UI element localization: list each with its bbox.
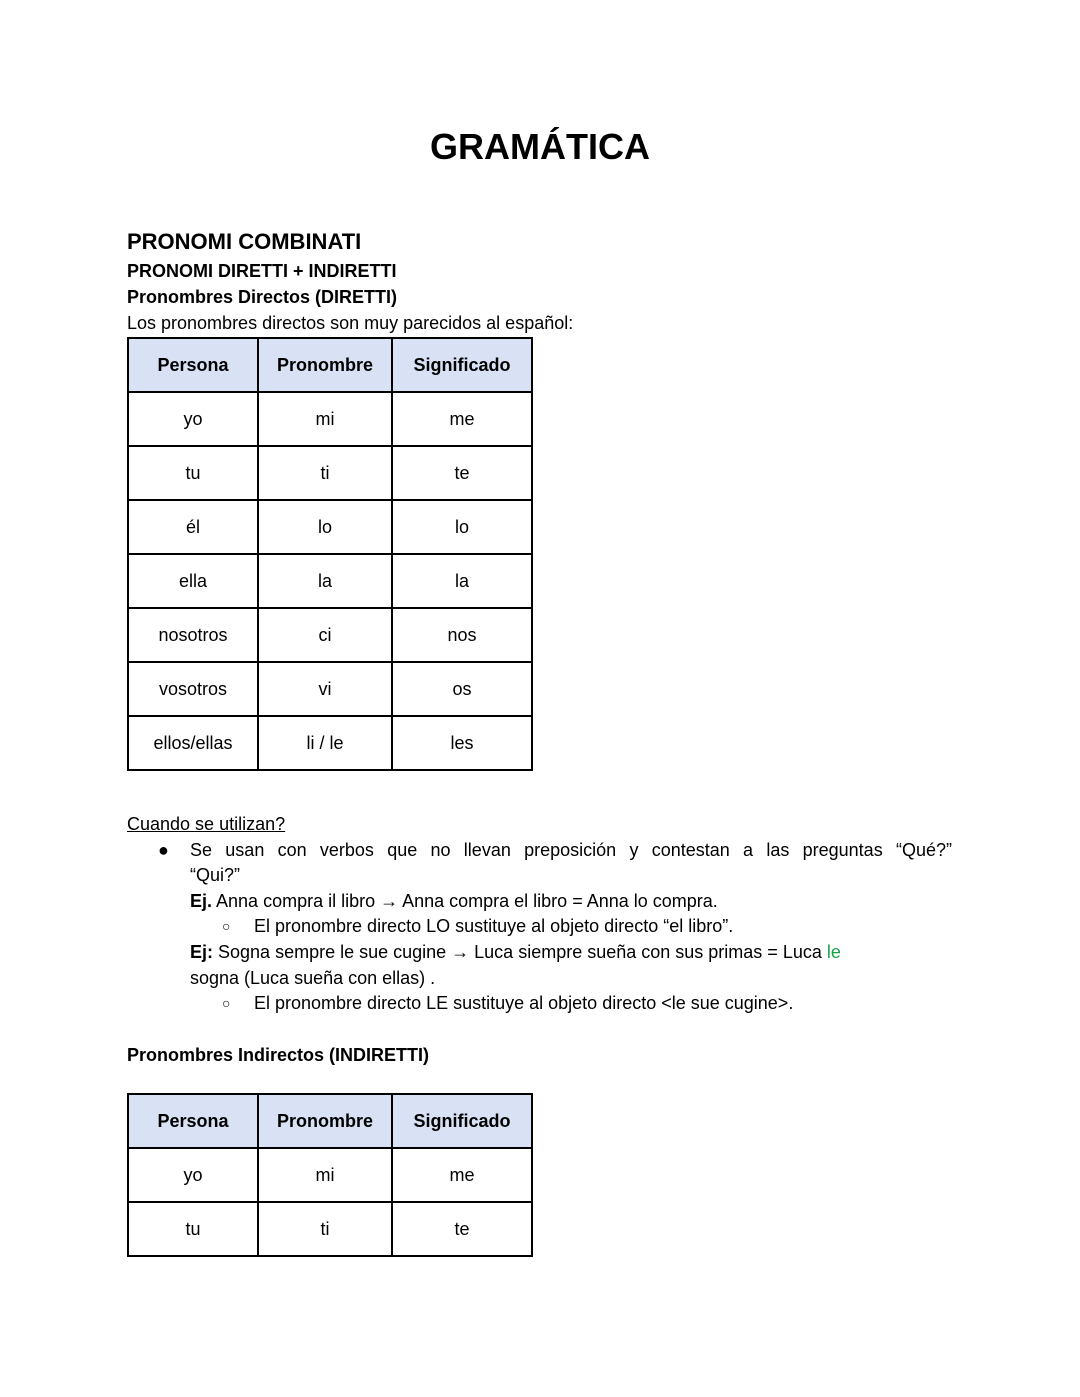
sub-bullet-icon: ○ xyxy=(222,995,231,1011)
table-cell: tu xyxy=(128,1202,258,1256)
table-cell: ti xyxy=(258,1202,392,1256)
header-cell: Pronombre xyxy=(258,338,392,392)
table-cell: mi xyxy=(258,392,392,446)
table-cell: ellos/ellas xyxy=(128,716,258,770)
indirect-pronouns-table xyxy=(127,1093,533,1257)
header-cell: Persona xyxy=(128,1094,258,1148)
table-cell: ella xyxy=(128,554,258,608)
table-row xyxy=(128,1148,532,1202)
table-cell: les xyxy=(392,716,532,770)
section1-intro: Los pronombres directos son muy parecidos al español: xyxy=(127,313,574,333)
example-text: Sogna sempre le sue cugine → Luca siempre sueña con sus primas = Luca xyxy=(213,942,827,962)
table-cell: nos xyxy=(392,608,532,662)
table-row xyxy=(128,554,532,608)
header-cell: Significado xyxy=(392,1094,532,1148)
table-row xyxy=(128,716,532,770)
example-text: Anna compra il libro → Anna compra el libro = Anna lo compra. xyxy=(212,891,718,911)
direct-pronouns-table xyxy=(127,337,533,771)
table-header-row xyxy=(128,1094,532,1148)
table-row xyxy=(128,446,532,500)
example-2 xyxy=(190,940,841,965)
header-cell: Significado xyxy=(392,338,532,392)
table-row xyxy=(128,1202,532,1256)
example-1-note: El pronombre directo LO sustituye al objeto directo “el libro”. xyxy=(254,916,734,936)
table-cell: lo xyxy=(392,500,532,554)
table-row xyxy=(128,392,532,446)
table-cell: la xyxy=(258,554,392,608)
table-cell: yo xyxy=(128,392,258,446)
table-cell: me xyxy=(392,392,532,446)
table-cell: me xyxy=(392,1148,532,1202)
page-title: GRAMÁTICA xyxy=(430,126,650,167)
table-cell: tu xyxy=(128,446,258,500)
table-cell: nosotros xyxy=(128,608,258,662)
heading: PRONOMI COMBINATI xyxy=(127,229,362,254)
highlighted-pronoun: le xyxy=(826,942,841,962)
table-cell: li / le xyxy=(258,716,392,770)
table-cell: mi xyxy=(258,1148,392,1202)
example-1 xyxy=(190,889,718,914)
bullet-text: Se usan con verbos que no llevan preposición y contestan a las preguntas “Qué?” xyxy=(190,840,952,860)
sub-bullet-icon: ○ xyxy=(222,918,231,934)
header-cell: Persona xyxy=(128,338,258,392)
example-2-note: El pronombre directo LE sustituye al objeto directo <le sue cugine>. xyxy=(254,993,794,1013)
bullet-icon: ● xyxy=(158,840,169,860)
table-cell: yo xyxy=(128,1148,258,1202)
section1-title: Pronombres Directos (DIRETTI) xyxy=(127,287,398,307)
table-cell: te xyxy=(392,1202,532,1256)
table-cell: la xyxy=(392,554,532,608)
table-cell: vosotros xyxy=(128,662,258,716)
example-2-cont: sogna (Luca sueña con ellas) . xyxy=(190,968,436,988)
table-cell: te xyxy=(392,446,532,500)
table-row xyxy=(128,500,532,554)
table-row xyxy=(128,662,532,716)
table-cell: ti xyxy=(258,446,392,500)
subheading: PRONOMI DIRETTI + INDIRETTI xyxy=(127,261,397,281)
header-cell: Pronombre xyxy=(258,1094,392,1148)
table-header-row xyxy=(128,338,532,392)
example-label: Ej. xyxy=(190,891,213,911)
table-cell: ci xyxy=(258,608,392,662)
usage-title: Cuando se utilizan? xyxy=(127,814,286,834)
bullet-text-cont: “Qui?” xyxy=(190,865,241,885)
example-label: Ej: xyxy=(190,942,214,962)
table-row xyxy=(128,608,532,662)
section2-title: Pronombres Indirectos (INDIRETTI) xyxy=(127,1045,430,1065)
table-cell: os xyxy=(392,662,532,716)
table-cell: él xyxy=(128,500,258,554)
table-cell: lo xyxy=(258,500,392,554)
table-cell: vi xyxy=(258,662,392,716)
